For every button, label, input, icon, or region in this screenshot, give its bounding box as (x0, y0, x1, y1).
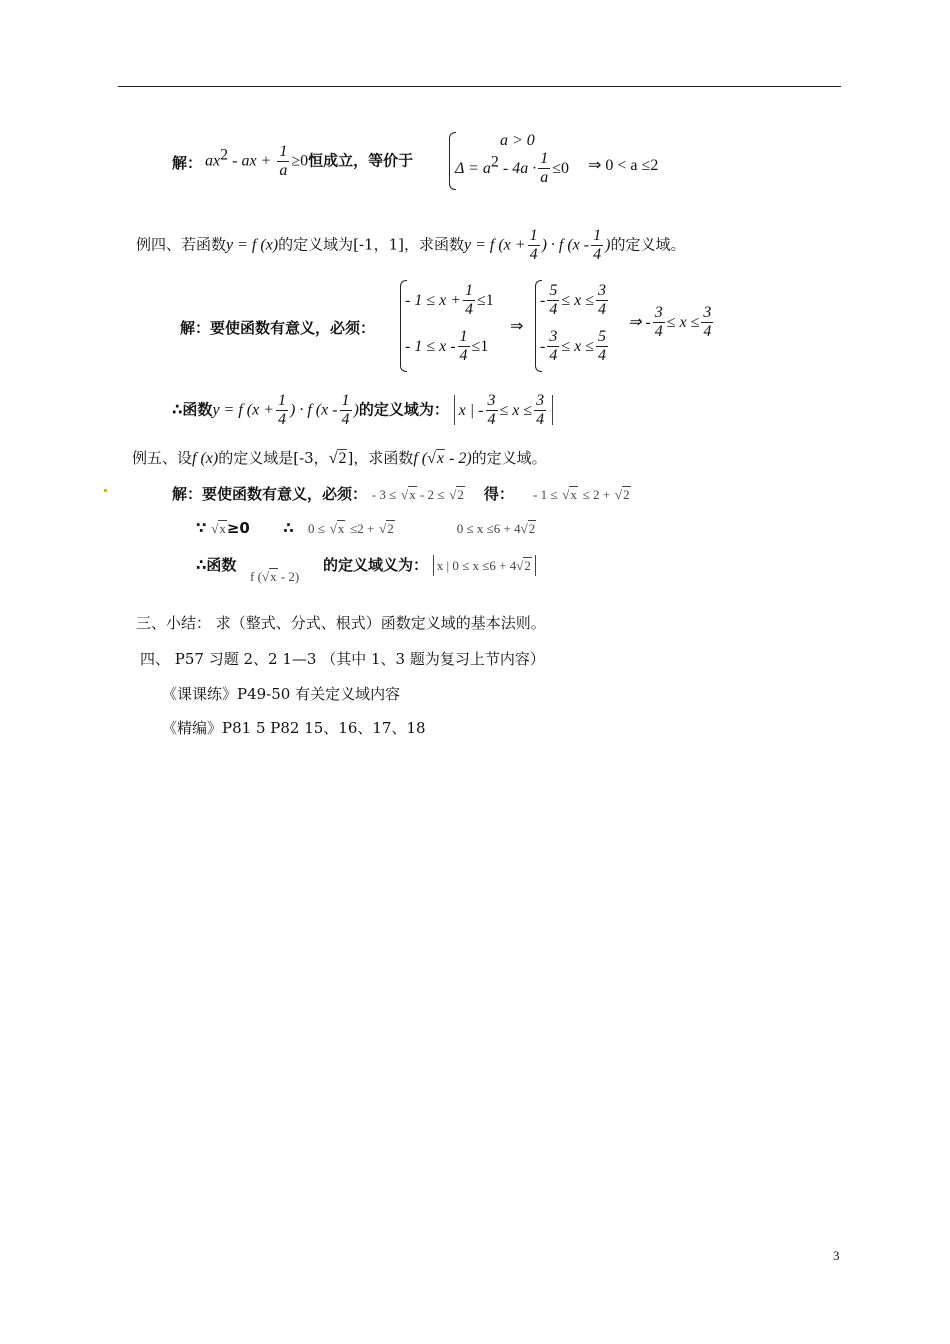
sol4-final: ⇒ - $\frac{3}{4}$ ≤ x ≤ $\frac{3}{4}$ (628, 304, 712, 340)
sol4-row-2: - 1 ≤ x - $\frac{1}{4}$ ≤1 (405, 328, 489, 364)
ex5-statement: 例五、设f (x)的定义域是[-3，√2]，求函数f (√x - 2)的定义域。 (132, 449, 547, 467)
summary-3: 三、小结： 求（整式、分式、根式）函数定义域的基本法则。 (136, 614, 546, 632)
sol5-row-1: 解：要使函数有意义，必须： - 3 ≤ √x - 2 ≤ √2 得： - 1 ≤ √x ≤ 2 + √2 (172, 485, 630, 503)
sol3-result: ⇒ 0 < a ≤2 (588, 157, 659, 174)
sol4-lead: 解：要使函数有意义，必须： (180, 319, 376, 337)
sol3-cond-1: a > 0 (500, 132, 535, 149)
sol3-lead: 解： (172, 154, 203, 172)
page-number: 3 (833, 1248, 840, 1263)
sol5-final: 的定义域义为： x | 0 ≤ x ≤6 + 4√2 (323, 555, 536, 576)
sol4-row-3: - $\frac{5}{4}$ ≤ x ≤ $\frac{3}{4}$ (540, 282, 606, 318)
summary-6: 《精编》P81 5 P82 15、16、17、18 (162, 719, 426, 737)
sol5-row-3: ∴函数 (196, 556, 237, 574)
sol3-expression: $ax^2$ - ax + $\frac{1}{a}$ ≥0恒成立，等价于 (205, 143, 414, 179)
summary-4: 四、 P57 习题 2、2 1—3 （其中 1、3 题为复习上节内容） (140, 650, 545, 668)
concl4: ∴函数y = f (x + $\frac{1}{4}$ ) · f (x - $\frac{1}{4}$ )的定义域为： x | - $\frac{3}{4}$ ≤ x ≤ $\frac{3}{4}$ (172, 392, 553, 429)
header-rule (118, 86, 841, 87)
sol4-arrow: ⇒ (510, 318, 524, 335)
sol4-row-1: - 1 ≤ x + $\frac{1}{4}$ ≤1 (405, 282, 494, 318)
stray-mark (104, 489, 107, 492)
ex4-statement: 例四、若函数y = f (x)的定义域为[-1，1]，求函数y = f (x + $\frac{1}{4}$ ) · f (x - $\frac{1}{4}$ )的定义域。 (136, 227, 686, 263)
sol5-row-2: ∵ √x≥0 ∴ 0 ≤ √x ≤2 + √2 0 ≤ x ≤6 + 4√2 (196, 519, 536, 537)
sol5-function: f (√x - 2) (250, 569, 300, 584)
summary-5: 《课课练》P49-50 有关定义域内容 (162, 685, 401, 703)
sol3-cond-2: $\Delta = a^2 - 4a$ · $\frac{1}{a}$ ≤0 (455, 150, 570, 186)
sol4-row-4: - $\frac{3}{4}$ ≤ x ≤ $\frac{5}{4}$ (540, 328, 606, 364)
